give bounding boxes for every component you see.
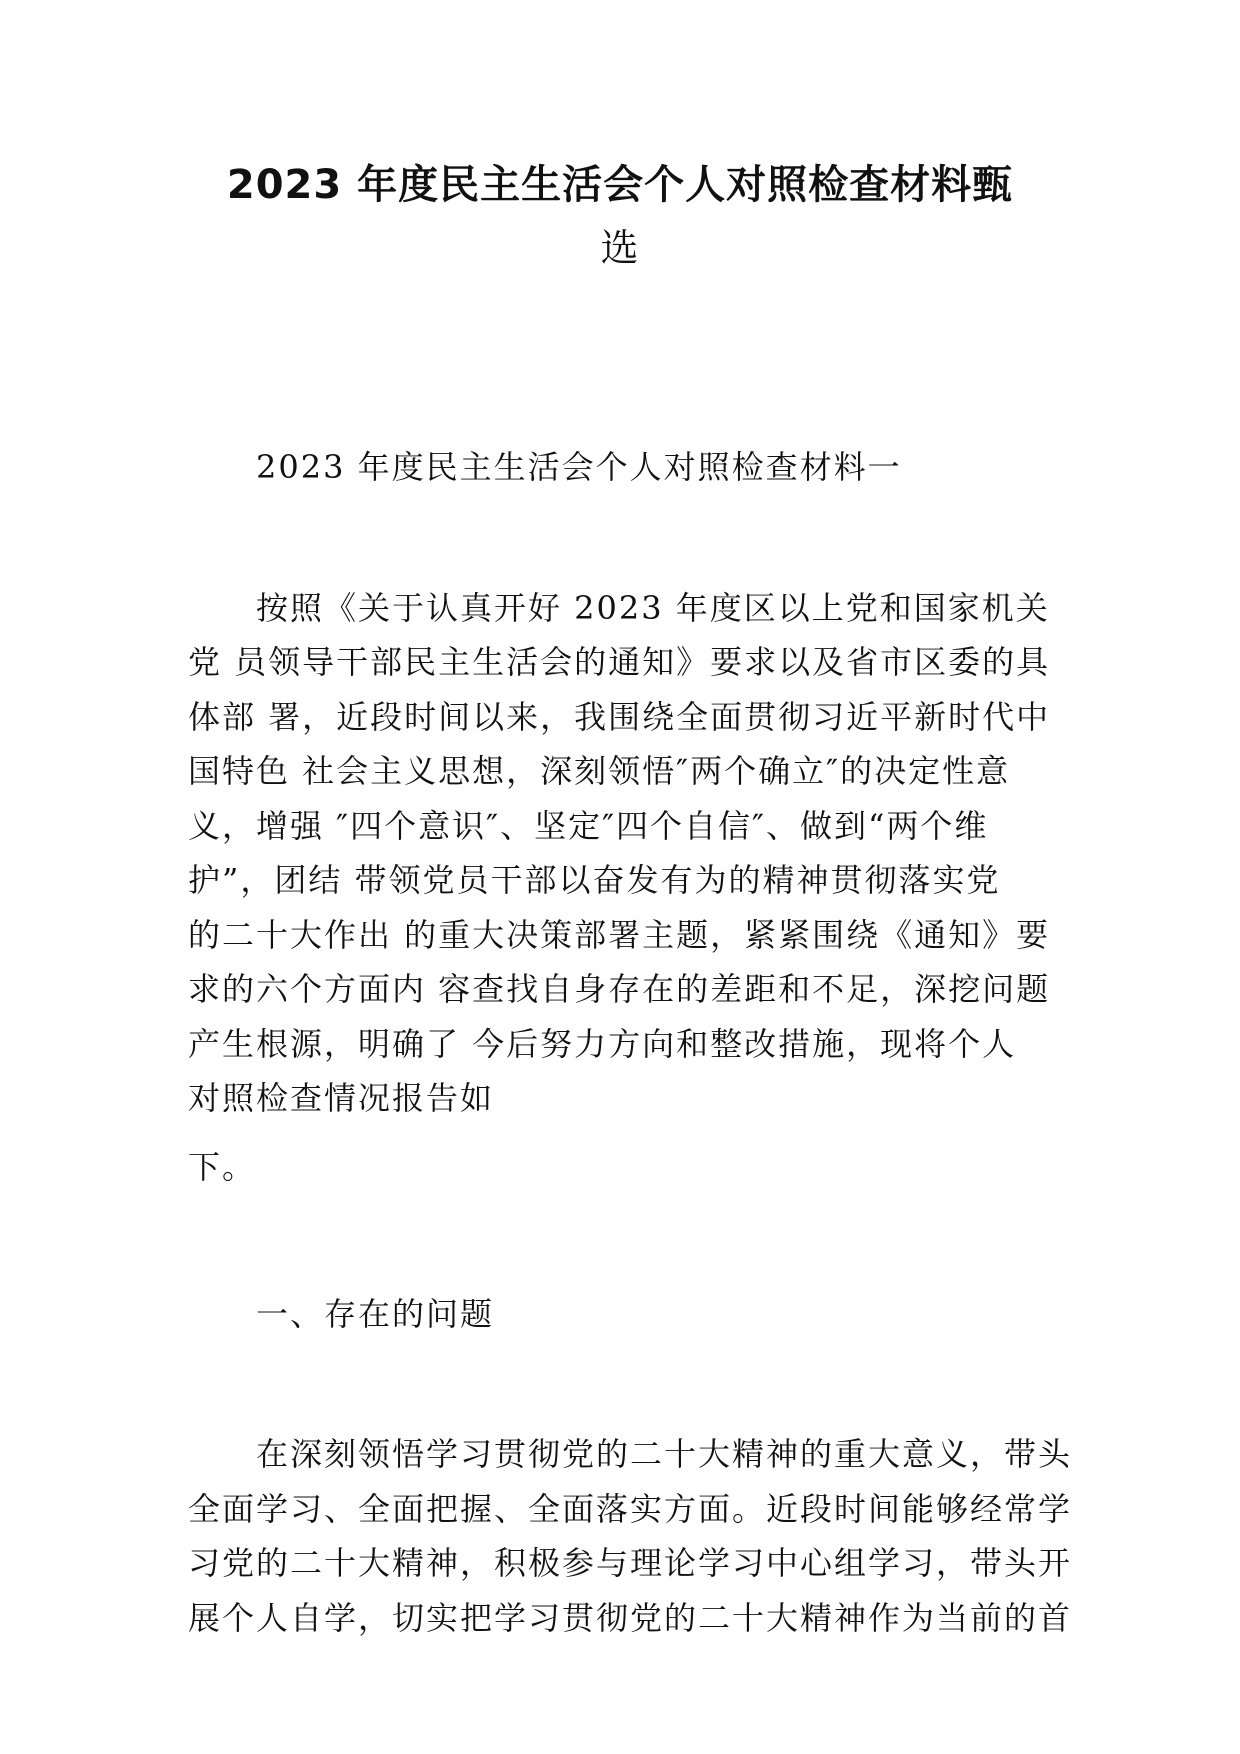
paragraph-line: 产生根源，明确了 今后努力方向和整改措施，现将个人	[188, 1025, 1017, 1063]
paragraph-line: 按照《关于认真开好 2023 年度区以上党和国家机关	[256, 589, 1050, 627]
paragraph-line: 全面学习、全面把握、全面落实方面。近段时间能够经常学	[188, 1490, 1073, 1528]
document-title: 2023 年度民主生活会个人对照检查材料甄	[226, 162, 1014, 208]
paragraph-line: 对照检查情况报告如	[188, 1079, 495, 1117]
paragraph-line: 党 员领导干部民主生活会的通知》要求以及省市区委的具	[188, 643, 1051, 681]
paragraph-line: 护”，团结 带领党员干部以奋发有为的精神贯彻落实党	[188, 861, 1001, 899]
paragraph-line: 义，增强 ″四个意识″、坚定″四个自信″、做到“两个维	[188, 807, 989, 845]
paragraph-line: 在深刻领悟学习贯彻党的二十大精神的重大意义，带头	[256, 1435, 1073, 1473]
paragraph-line: 习党的二十大精神，积极参与理论学习中心组学习，带头开	[188, 1544, 1073, 1582]
paragraph-line: 下。	[188, 1148, 257, 1186]
paragraph-line: 求的六个方面内 容查找自身存在的差距和不足，深挖问题	[188, 970, 1051, 1008]
section-subtitle: 2023 年度民主生活会个人对照检查材料一	[256, 448, 902, 486]
paragraph-line: 国特色 社会主义思想，深刻领悟″两个确立″的决定性意	[188, 752, 1011, 790]
paragraph-line: 展个人自学，切实把学习贯彻党的二十大精神作为当前的首	[188, 1599, 1073, 1637]
section-heading: 一、存在的问题	[256, 1295, 495, 1333]
paragraph-line: 体部 署，近段时间以来，我围绕全面贯彻习近平新时代中	[188, 698, 1051, 736]
document-title-continuation: 选	[600, 226, 640, 270]
paragraph-line: 的二十大作出 的重大决策部署主题，紧紧围绕《通知》要	[188, 916, 1051, 954]
